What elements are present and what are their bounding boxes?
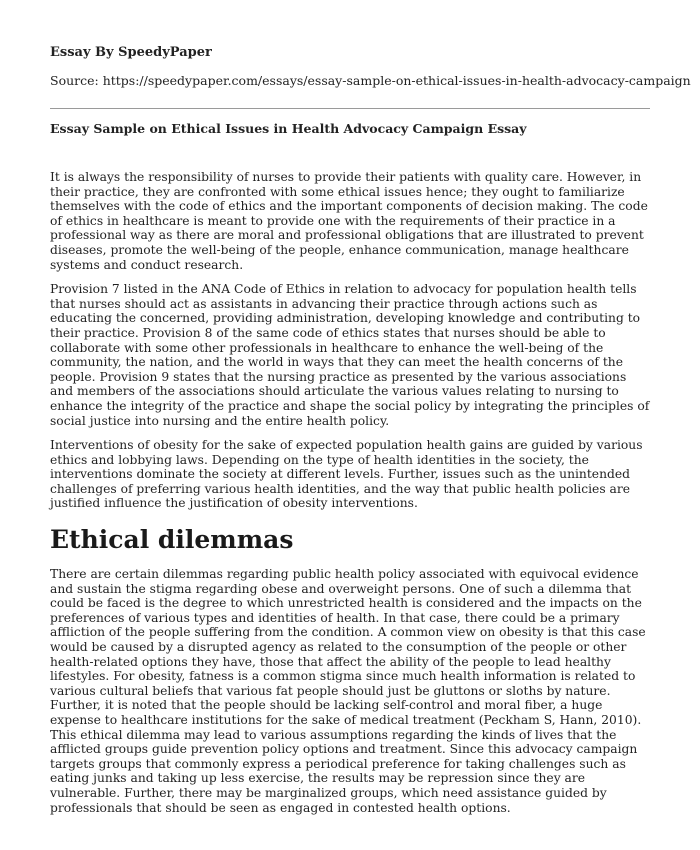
paragraph: Interventions of obesity for the sake of expected population health gains are guided by various ethics and lobbying laws. Depending on the type of health identities in the society, the interventions dominate the society at different levels. Further, issues such as the unintended challenges of preferring various health identities, and the way that public health policies are justified influence the justification of obesity interventions. <box>50 438 643 511</box>
paragraph: There are certain dilemmas regarding public health policy associated with equivocal evidence and sustain the stigma regarding obese and overweight persons. One of such a dilemma that could be faced is the degree to which unrestricted health is considered and the impacts on the preferences of various types and identities of health. In that case, there could be a primary affliction of the people suffering from the condition. A common view on obesity is that this case would be caused by a disrupted agency as related to the consumption of the people or other health-related options they have, those that affect the ability of the people to lead healthy lifestyles. For obesity, fatness is a common stigma since much health information is related to various cultural beliefs that various fat people should just be gluttons or sloths by nature. Further, it is noted that the people should be lacking self-control and moral fiber, a huge expense to healthcare institutions for the sake of medical treatment (Peckham S, Hann, 2010). This ethical dilemma may lead to various assumptions regarding the kinds of lives that the afflicted groups guide prevention policy options and treatment. Since this advocacy campaign targets groups that commonly express a periodical preference for taking challenges such as eating junks and taking up less exercise, the results may be repression since they are vulnerable. Further, there may be marginalized groups, which need assistance guided by professionals that should be seen as engaged in contested health options. <box>50 567 646 815</box>
header-divider <box>50 108 650 109</box>
section-heading: Ethical dilemmas <box>50 525 294 555</box>
paragraph: Provision 7 listed in the ANA Code of Ethics in relation to advocacy for population health tells that nurses should act as assistants in advancing their practice through actions such as educating the concerned, providing administration, developing knowledge and contributing to their practice. Provision 8 of the same code of ethics states that nurses should be able to collaborate with some other professionals in healthcare to enhance the well-being of the community, the nation, and the world in ways that they can meet the health concerns of the people. Provision 9 states that the nursing practice as presented by the various associations and members of the associations should articulate the various values relating to nursing to enhance the integrity of the practice and shape the social policy by integrating the principles of social justice into nursing and the entire health policy. <box>50 282 650 428</box>
brand-label: Essay By SpeedyPaper <box>50 45 212 60</box>
paragraph: It is always the responsibility of nurses to provide their patients with quality care. However, in their practice, they are confronted with some ethical issues hence; they ought to familiarize themselves with the code of ethics and the important components of decision making. The code of ethics in healthcare is meant to provide one with the requirements of their practice in a professional way as there are moral and professional obligations that are illustrated to prevent diseases, promote the well-being of the people, enhance communication, manage healthcare systems and conduct research. <box>50 170 648 272</box>
essay-title: Essay Sample on Ethical Issues in Health Advocacy Campaign Essay <box>50 121 527 136</box>
essay-body <box>50 170 652 825</box>
source-line: Source: https://speedypaper.com/essays/essay-sample-on-ethical-issues-in-health-advocacy-campaign <box>50 73 691 88</box>
